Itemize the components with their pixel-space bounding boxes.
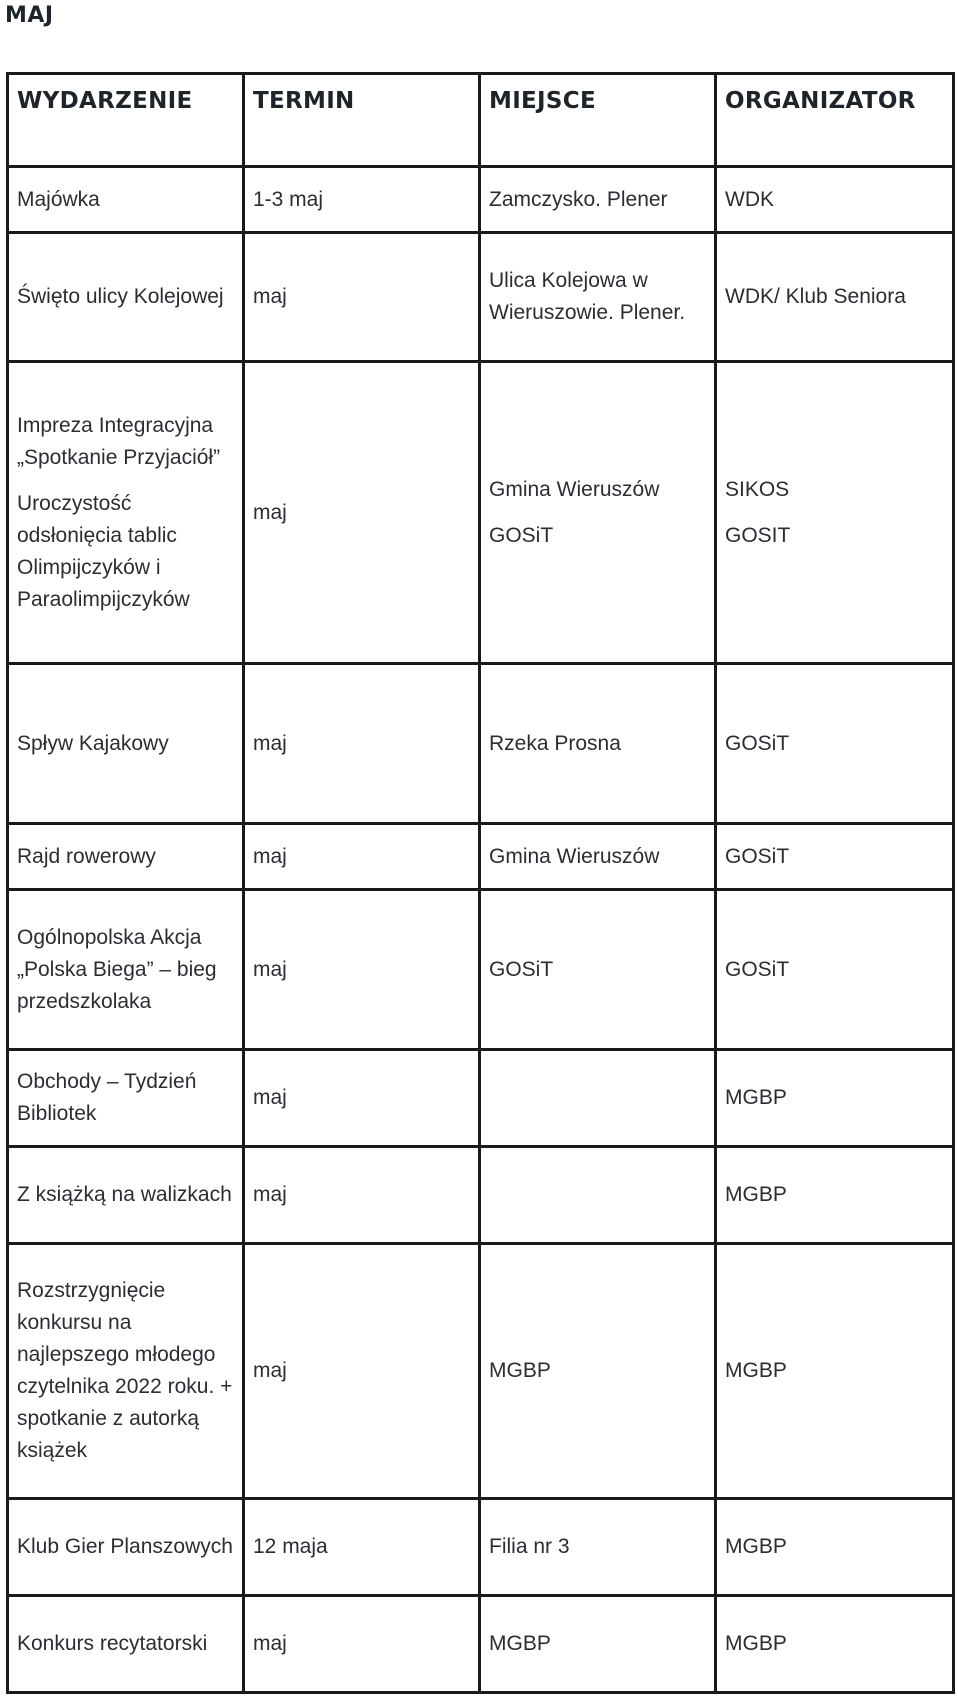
date-text: maj xyxy=(253,1632,287,1655)
page-title: MAJ xyxy=(5,3,54,28)
cell-organizer xyxy=(716,167,954,233)
cell-place xyxy=(480,1499,716,1596)
organizer-text: MGBP xyxy=(725,1632,787,1655)
table-row xyxy=(8,1499,954,1596)
header-place: MIEJSCE xyxy=(480,74,716,167)
cell-date xyxy=(244,167,480,233)
organizer-text: GOSiT xyxy=(725,731,790,755)
event-text: Impreza Integracyjna „Spotkanie Przyjaciół” xyxy=(17,413,221,469)
event-text: Konkurs recytatorski xyxy=(17,1632,208,1655)
place-text: MGBP xyxy=(489,1632,551,1655)
cell-event xyxy=(8,1147,244,1244)
cell-place xyxy=(480,1596,716,1693)
cell-place xyxy=(480,167,716,233)
event-text: Rozstrzygnięcie konkursu na najlepszego młodego czytelnika 2022 roku. + spotkanie z autorką książek xyxy=(17,1279,233,1462)
cell-place xyxy=(480,664,716,824)
organizer-text: MGBP xyxy=(725,1535,787,1558)
table-row xyxy=(8,362,954,664)
cell-event xyxy=(8,362,244,664)
event-text: Rajd rowerowy xyxy=(17,844,156,868)
event-text: Obchody – Tydzień Bibliotek xyxy=(17,1070,197,1125)
cell-organizer xyxy=(716,1147,954,1244)
organizer-text: GOSIT xyxy=(725,523,791,547)
header-organizer: ORGANIZATOR xyxy=(716,74,954,167)
cell-organizer xyxy=(716,664,954,824)
cell-event xyxy=(8,1499,244,1596)
event-text: Klub Gier Planszowych xyxy=(17,1535,233,1558)
cell-event xyxy=(8,1244,244,1499)
cell-place xyxy=(480,890,716,1050)
cell-organizer xyxy=(716,1244,954,1499)
cell-event xyxy=(8,167,244,233)
organizer-text: GOSiT xyxy=(725,844,790,868)
date-text: maj xyxy=(253,1086,287,1109)
event-text: Spływ Kajakowy xyxy=(17,731,169,755)
place-text: Ulica Kolejowa w Wieruszowie. Plener. xyxy=(489,269,686,324)
cell-date xyxy=(244,664,480,824)
date-text: maj xyxy=(253,844,287,868)
cell-event xyxy=(8,824,244,890)
place-text: GOSiT xyxy=(489,523,554,547)
cell-date xyxy=(244,824,480,890)
date-text: 12 maja xyxy=(253,1535,328,1558)
cell-place xyxy=(480,233,716,362)
event-text: Ogólnopolska Akcja „Polska Biega” – bieg przedszkolaka xyxy=(17,925,217,1013)
cell-organizer xyxy=(716,1050,954,1147)
cell-organizer xyxy=(716,824,954,890)
cell-date xyxy=(244,362,480,664)
table-row xyxy=(8,1596,954,1693)
date-text: maj xyxy=(253,731,287,755)
date-text: maj xyxy=(253,285,287,308)
date-text: 1-3 maj xyxy=(253,187,324,211)
place-text: Gmina Wieruszów xyxy=(489,844,660,868)
organizer-text: MGBP xyxy=(725,1359,787,1382)
cell-event xyxy=(8,1050,244,1147)
table-row xyxy=(8,233,954,362)
organizer-text: WDK/ Klub Seniora xyxy=(725,285,906,308)
organizer-text: GOSiT xyxy=(725,957,790,981)
table-row xyxy=(8,1050,954,1147)
place-text: MGBP xyxy=(489,1359,551,1382)
table-row xyxy=(8,824,954,890)
cell-place xyxy=(480,362,716,664)
header-event: WYDARZENIE xyxy=(8,74,244,167)
date-text: maj xyxy=(253,500,287,524)
table-row xyxy=(8,664,954,824)
place-text: Rzeka Prosna xyxy=(489,731,621,755)
events-table xyxy=(6,72,955,1694)
cell-date xyxy=(244,1499,480,1596)
event-text: Święto ulicy Kolejowej xyxy=(17,285,224,308)
cell-event xyxy=(8,664,244,824)
table-row xyxy=(8,167,954,233)
cell-organizer xyxy=(716,1596,954,1693)
cell-place xyxy=(480,1244,716,1499)
cell-date xyxy=(244,1596,480,1693)
organizer-text: WDK xyxy=(725,187,774,211)
cell-place xyxy=(480,1147,716,1244)
header-row xyxy=(8,74,954,167)
event-text: Uroczystość odsłonięcia tablic Olimpijczyków i Paraolimpijczyków xyxy=(17,491,190,611)
cell-organizer xyxy=(716,362,954,664)
cell-event xyxy=(8,1596,244,1693)
table-row xyxy=(8,1244,954,1499)
place-text: Zamczysko. Plener xyxy=(489,187,668,211)
date-text: maj xyxy=(253,1183,287,1206)
date-text: maj xyxy=(253,957,287,981)
table-row xyxy=(8,890,954,1050)
cell-organizer xyxy=(716,1499,954,1596)
organizer-text: MGBP xyxy=(725,1183,787,1206)
cell-organizer xyxy=(716,233,954,362)
date-text: maj xyxy=(253,1359,287,1382)
event-text: Majówka xyxy=(17,187,100,211)
cell-date xyxy=(244,233,480,362)
cell-date xyxy=(244,1244,480,1499)
header-date: TERMIN xyxy=(244,74,480,167)
event-text: Z książką na walizkach xyxy=(17,1183,232,1206)
cell-date xyxy=(244,1147,480,1244)
organizer-text: SIKOS xyxy=(725,477,790,501)
cell-event xyxy=(8,233,244,362)
place-text: GOSiT xyxy=(489,957,554,981)
cell-date xyxy=(244,1050,480,1147)
place-text: Filia nr 3 xyxy=(489,1535,570,1558)
cell-event xyxy=(8,890,244,1050)
organizer-text: MGBP xyxy=(725,1086,787,1109)
cell-date xyxy=(244,890,480,1050)
place-text: Gmina Wieruszów xyxy=(489,477,660,501)
table-row xyxy=(8,1147,954,1244)
cell-place xyxy=(480,824,716,890)
cell-organizer xyxy=(716,890,954,1050)
cell-place xyxy=(480,1050,716,1147)
